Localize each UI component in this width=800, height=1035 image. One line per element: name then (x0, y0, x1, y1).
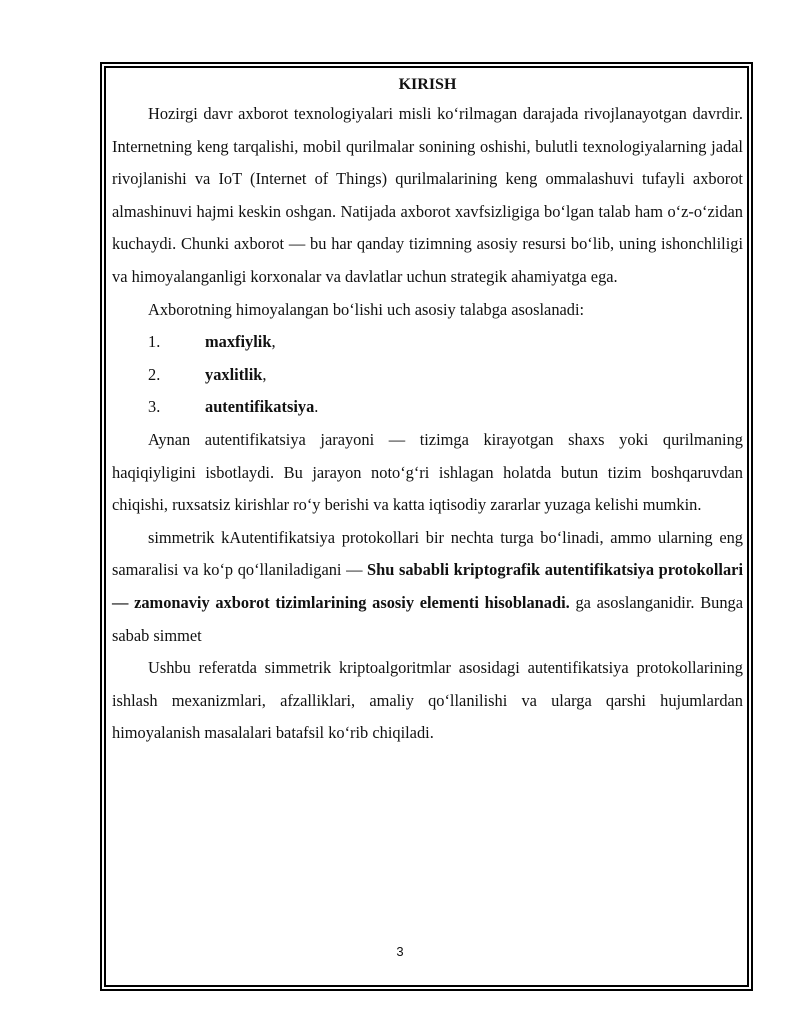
list-item-punct: , (271, 332, 276, 352)
list-item (112, 391, 743, 424)
list-item (112, 359, 743, 392)
section-heading: KIRISH (398, 76, 457, 93)
paragraph-authentication: Aynan autentifikatsiya jarayoni — tizimga kirayotgan shaxs yoki qurilmaning haqiqiyligini isbotlaydi. Bu jarayon noto‘g‘ri ishlagan holatda butun tizim boshqaruvdan chiqishi, ruxsatsiz kirishlar ro‘y berishi va katta iqtisodiy zararlar yuzaga kelishi mumkin. (112, 429, 743, 515)
list-item-punct: . (314, 397, 319, 417)
list-item-term: yaxlitlik (205, 364, 263, 384)
paragraph-protocols (112, 522, 743, 652)
paragraph-requirements-lead: Axborotning himoyalangan bo‘lishi uch asosiy talabga asoslanadi: (148, 299, 585, 319)
paragraph-protocols-emphasis: Shu sababli kriptografik autentifikatsiya protokollari — zamonaviy axborot tizimlarining asosiy elementi hisoblanadi. (112, 560, 743, 612)
page-number: 3 (396, 944, 404, 959)
paragraph-intro: Hozirgi davr axborot texnologiyalari misli ko‘rilmagan darajada rivojlanayotgan davrdir. Internetning keng tarqalishi, mobil qurilmalar sonining oshishi, bulutli texnologiyalarning jadal rivojlanishi va IoT (Internet of Things) qurilmalarining keng ommalashuvi tufayli axborot almashinuvi hajmi keskin oshgan. Natijada axborot xavfsizligiga bo‘lgan talab ham o‘z-o‘zidan kuchaydi. Chunki axborot — bu har qanday tizimning asosiy resursi bo‘lib, uning ishonchliligi va himoyalanganligi korxonalar va davlatlar uchun strategik ahamiyatga ega. (112, 104, 743, 286)
list-item-number: 1. (148, 332, 161, 352)
list-item-punct: , (262, 364, 267, 384)
paragraph-protocols-end: ga asoslanganidir. Bunga sabab simmet (112, 592, 743, 645)
list-item-term: autentifikatsiya (205, 397, 315, 417)
paragraph-protocols-start: simmetrik kAutentifikatsiya protokollari bir nechta turga bo‘linadi, ammo ularning eng samaralisi va ko‘p qo‘llaniladigani — (112, 527, 743, 580)
list-item (112, 326, 743, 359)
list-item-number: 3. (148, 397, 161, 417)
list-item-term: maxfiylik (205, 332, 272, 352)
document-body (112, 72, 743, 750)
paragraph-abstract-scope: Ushbu referatda simmetrik kriptoalgoritmlar asosidagi autentifikatsiya protokollarining ishlash mexanizmlari, afzalliklari, amaliy qo‘llanilishi va ularga qarshi hujumlardan himoyalanish masalalari batafsil ko‘rib chiqiladi. (112, 658, 743, 743)
list-item-number: 2. (148, 364, 161, 384)
